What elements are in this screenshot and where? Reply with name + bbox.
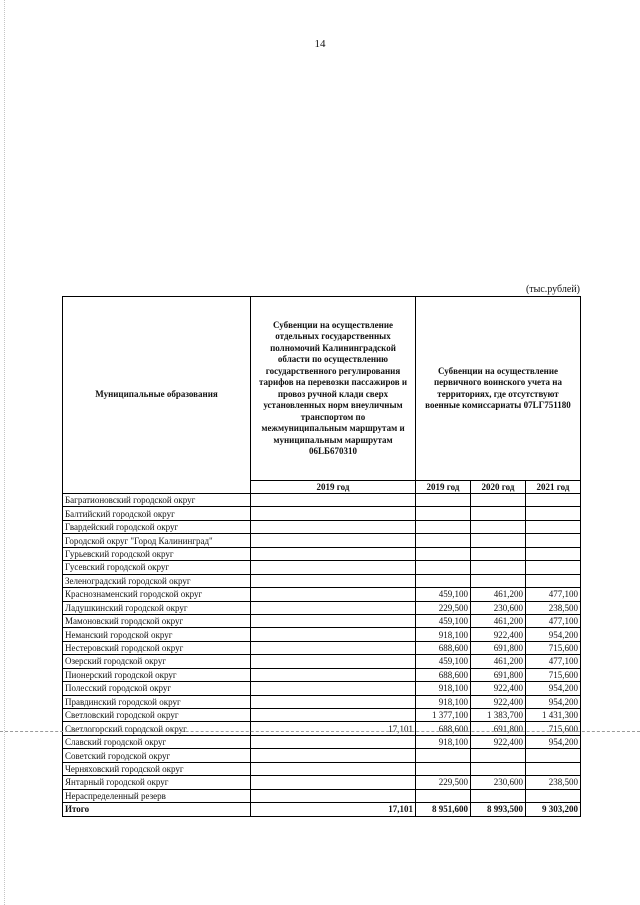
municipality-cell: Гурьевский городской округ [63, 547, 251, 560]
header-subsidy-tariffs: Субвенции на осуществление отдельных государственных полномочий Калининградской области по осуществлению государственного регулирования тарифов на перевозки пассажиров и провоз ручной клади сверх установленных норм внеуличным транспортом по межмуниципальным маршрутам и муниципальным маршрутам 06LБ670310 [251, 297, 416, 481]
military-2021-cell: 477,100 [526, 655, 581, 668]
military-2021-cell: 954,200 [526, 735, 581, 748]
tariff-2019-cell [251, 749, 416, 762]
table-body [63, 297, 581, 817]
municipality-cell: Зеленоградский городской округ [63, 574, 251, 587]
military-2021-cell: 954,200 [526, 682, 581, 695]
military-2021-cell [526, 762, 581, 775]
page-number: 14 [314, 38, 326, 50]
table-row [63, 547, 581, 560]
tariff-2019-cell [251, 682, 416, 695]
tariff-2019-cell [251, 561, 416, 574]
municipality-cell: Светловский городской округ [63, 709, 251, 722]
military-2019-cell: 459,100 [416, 655, 471, 668]
table-row [63, 614, 581, 627]
military-2021-cell: 477,100 [526, 588, 581, 601]
military-2020-cell: 461,200 [471, 588, 526, 601]
tariff-2019-cell [251, 547, 416, 560]
military-2019-cell [416, 520, 471, 533]
military-2021-cell: 715,600 [526, 641, 581, 654]
year-header: 2020 год [471, 481, 526, 494]
total-row [63, 803, 581, 816]
tariff-2019-cell [251, 628, 416, 641]
tariff-2019-cell: 17,101 [251, 803, 416, 816]
military-2020-cell: 461,200 [471, 614, 526, 627]
table-row [63, 762, 581, 775]
tariff-2019-cell [251, 601, 416, 614]
military-2019-cell [416, 494, 471, 507]
table-row [63, 588, 581, 601]
military-2019-cell: 688,600 [416, 668, 471, 681]
municipality-cell: Полесский городской округ [63, 682, 251, 695]
military-2021-cell: 9 303,200 [526, 803, 581, 816]
table-header-row [63, 297, 581, 481]
table-row [63, 749, 581, 762]
military-2020-cell [471, 534, 526, 547]
municipality-cell: Неманский городской округ [63, 628, 251, 641]
tariff-2019-cell [251, 695, 416, 708]
military-2020-cell [471, 547, 526, 560]
military-2019-cell: 688,600 [416, 722, 471, 735]
table-row [63, 574, 581, 587]
military-2021-cell [526, 561, 581, 574]
military-2019-cell [416, 561, 471, 574]
military-2020-cell [471, 520, 526, 533]
military-2021-cell: 954,200 [526, 695, 581, 708]
military-2021-cell [526, 494, 581, 507]
military-2019-cell [416, 534, 471, 547]
table-row [63, 507, 581, 520]
table-row [63, 722, 581, 735]
municipality-cell: Мамоновский городской округ [63, 614, 251, 627]
year-header: 2021 год [526, 481, 581, 494]
tariff-2019-cell [251, 641, 416, 654]
municipality-cell: Итого [63, 803, 251, 816]
municipality-cell: Советский городской округ [63, 749, 251, 762]
military-2020-cell: 922,400 [471, 735, 526, 748]
military-2020-cell: 691,800 [471, 668, 526, 681]
table-row [63, 534, 581, 547]
municipality-cell: Черняховский городской округ [63, 762, 251, 775]
tariff-2019-cell: 17,101 [251, 722, 416, 735]
municipality-cell: Правдинский городской округ [63, 695, 251, 708]
tariff-2019-cell [251, 789, 416, 802]
military-2021-cell [526, 534, 581, 547]
municipality-cell: Гусевский городской округ [63, 561, 251, 574]
military-2020-cell [471, 574, 526, 587]
military-2020-cell: 8 993,500 [471, 803, 526, 816]
header-municipality: Муниципальные образования [63, 297, 251, 494]
military-2020-cell [471, 494, 526, 507]
military-2019-cell: 1 377,100 [416, 709, 471, 722]
tariff-2019-cell [251, 534, 416, 547]
tariff-2019-cell [251, 776, 416, 789]
military-2020-cell: 230,600 [471, 601, 526, 614]
military-2019-cell: 918,100 [416, 682, 471, 695]
military-2020-cell [471, 561, 526, 574]
military-2021-cell: 477,100 [526, 614, 581, 627]
table-row [63, 641, 581, 654]
military-2021-cell: 238,500 [526, 601, 581, 614]
military-2019-cell [416, 574, 471, 587]
year-header: 2019 год [416, 481, 471, 494]
military-2019-cell: 459,100 [416, 588, 471, 601]
military-2020-cell: 230,600 [471, 776, 526, 789]
table-row [63, 494, 581, 507]
military-2021-cell [526, 520, 581, 533]
municipality-cell: Нестеровский городской округ [63, 641, 251, 654]
tariff-2019-cell [251, 762, 416, 775]
budget-table [62, 296, 581, 817]
military-2021-cell: 238,500 [526, 776, 581, 789]
municipality-cell: Гвардейский городской округ [63, 520, 251, 533]
military-2019-cell: 229,500 [416, 601, 471, 614]
table-row [63, 776, 581, 789]
military-2019-cell [416, 762, 471, 775]
military-2020-cell [471, 507, 526, 520]
military-2021-cell: 954,200 [526, 628, 581, 641]
military-2020-cell: 691,800 [471, 641, 526, 654]
municipality-cell: Озерский городской округ [63, 655, 251, 668]
header-subsidy-military: Субвенции на осуществление первичного воинского учета на территориях, где отсутствуют военные комиссариаты 07LГ751180 [416, 297, 581, 481]
table-row [63, 709, 581, 722]
tariff-2019-cell [251, 668, 416, 681]
military-2021-cell [526, 749, 581, 762]
tariff-2019-cell [251, 588, 416, 601]
tariff-2019-cell [251, 574, 416, 587]
municipality-cell: Пионерский городской округ [63, 668, 251, 681]
table-row [63, 561, 581, 574]
military-2020-cell [471, 762, 526, 775]
tariff-2019-cell [251, 709, 416, 722]
military-2021-cell [526, 507, 581, 520]
table-row [63, 682, 581, 695]
military-2020-cell: 691,800 [471, 722, 526, 735]
military-2019-cell: 459,100 [416, 614, 471, 627]
municipality-cell: Балтийский городской округ [63, 507, 251, 520]
military-2019-cell: 918,100 [416, 695, 471, 708]
table-row [63, 789, 581, 802]
municipality-cell: Краснознаменский городской округ [63, 588, 251, 601]
municipality-cell: Городской округ "Город Калининград" [63, 534, 251, 547]
military-2020-cell: 1 383,700 [471, 709, 526, 722]
tariff-2019-cell [251, 494, 416, 507]
table-row [63, 735, 581, 748]
military-2019-cell [416, 547, 471, 560]
municipality-cell: Ладушкинский городской округ [63, 601, 251, 614]
table-row [63, 668, 581, 681]
municipality-cell: Нераспределенный резерв [63, 789, 251, 802]
table-row [63, 655, 581, 668]
military-2019-cell: 688,600 [416, 641, 471, 654]
military-2019-cell: 8 951,600 [416, 803, 471, 816]
table-row [63, 520, 581, 533]
tariff-2019-cell [251, 735, 416, 748]
military-2021-cell: 715,600 [526, 722, 581, 735]
military-2019-cell [416, 749, 471, 762]
military-2020-cell: 461,200 [471, 655, 526, 668]
table-row [63, 695, 581, 708]
municipality-cell: Светлогорский городской округ [63, 722, 251, 735]
military-2021-cell [526, 547, 581, 560]
military-2020-cell: 922,400 [471, 628, 526, 641]
military-2019-cell: 918,100 [416, 735, 471, 748]
tariff-2019-cell [251, 614, 416, 627]
tariff-2019-cell [251, 507, 416, 520]
tariff-2019-cell [251, 655, 416, 668]
military-2019-cell: 918,100 [416, 628, 471, 641]
military-2021-cell: 715,600 [526, 668, 581, 681]
municipality-cell: Славский городской округ [63, 735, 251, 748]
table-row [63, 601, 581, 614]
military-2020-cell: 922,400 [471, 695, 526, 708]
military-2019-cell: 229,500 [416, 776, 471, 789]
year-header: 2019 год [251, 481, 416, 494]
military-2019-cell [416, 789, 471, 802]
military-2021-cell [526, 789, 581, 802]
military-2021-cell: 1 431,300 [526, 709, 581, 722]
scan-line-artifact [0, 731, 640, 732]
table-row [63, 628, 581, 641]
tariff-2019-cell [251, 520, 416, 533]
military-2021-cell [526, 574, 581, 587]
scan-edge-artifact [4, 0, 5, 905]
military-2019-cell [416, 507, 471, 520]
municipality-cell: Багратионовский городской округ [63, 494, 251, 507]
municipality-cell: Янтарный городской округ [63, 776, 251, 789]
military-2020-cell [471, 749, 526, 762]
military-2020-cell [471, 789, 526, 802]
units-label: (тыс.рублей) [525, 284, 580, 295]
military-2020-cell: 922,400 [471, 682, 526, 695]
